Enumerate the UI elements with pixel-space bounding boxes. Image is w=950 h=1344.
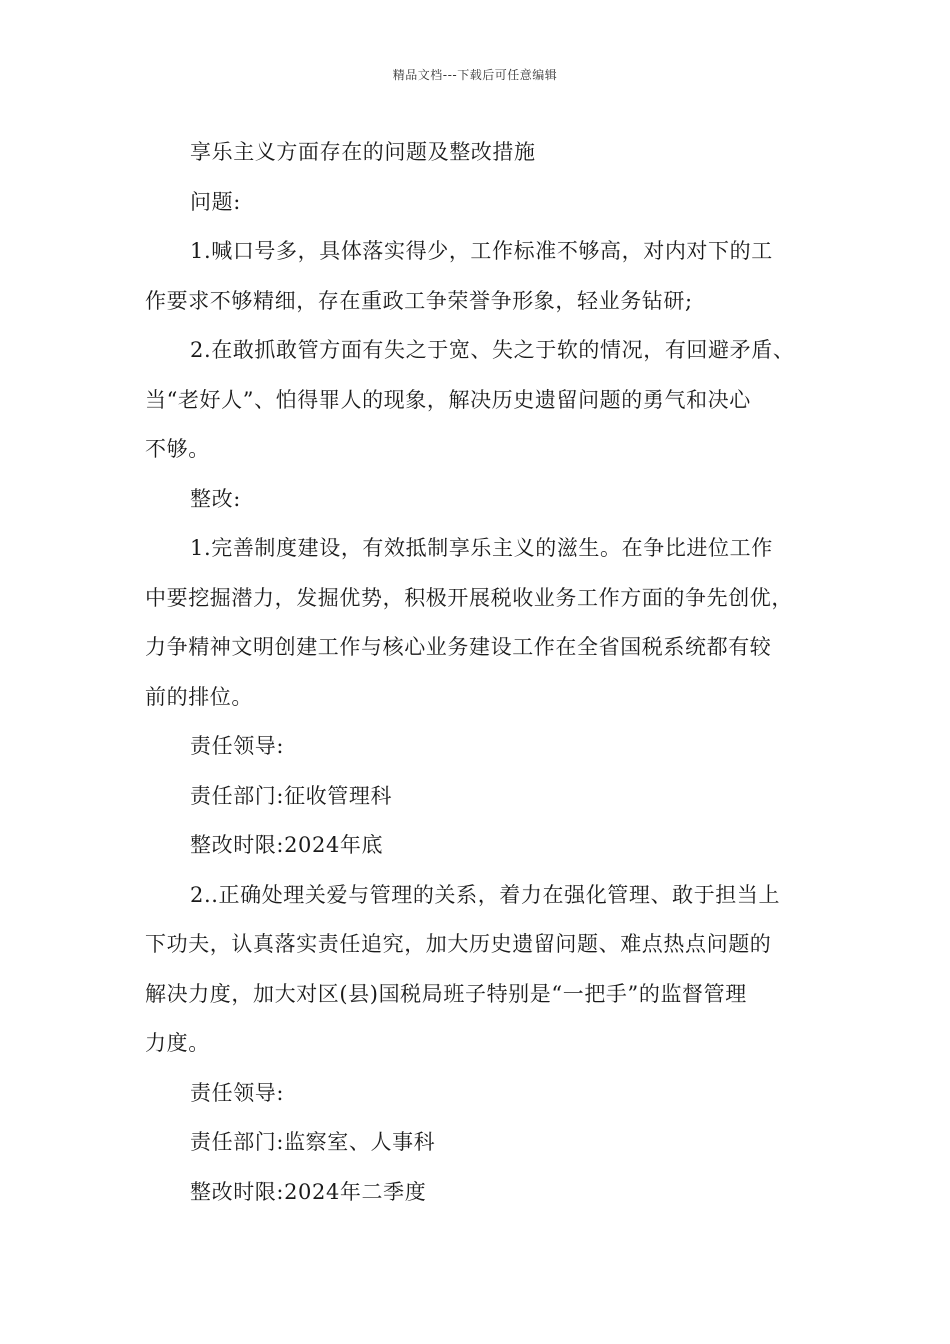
problem-1-line-1: 1.喊口号多，具体落实得少，工作标准不够高，对内对下的工 [190,239,773,263]
measure-2-line-2: 下功夫，认真落实责任追究，加大历史遗留问题、难点热点问题的 [145,932,772,956]
measure-2 [145,871,810,1218]
measure-1 [145,524,810,871]
problem-1-line-2: 作要求不够精细，存在重政工争荣誉争形象，轻业务钻研; [145,288,693,313]
problems-heading: 问题: [190,189,241,214]
measure-2-line-3: 解决力度，加大对区(县)国税局班子特别是“一把手”的监督管理 [145,981,747,1006]
document-body [145,128,810,1217]
problem-2 [145,326,810,475]
measure-2-line-4: 力度。 [145,1031,210,1055]
problem-2-line-3: 不够。 [145,437,210,461]
measure-2-line-1: 2..正确处理关爱与管理的关系，着力在强化管理、敢于担当上 [190,882,781,907]
measure-1-line-1: 1.完善制度建设，有效抵制享乐主义的滋生。在争比进位工作 [190,536,773,560]
measure-1-department: 责任部门:征收管理科 [190,783,393,808]
problem-1 [145,227,810,326]
measure-2-department: 责任部门:监察室、人事科 [190,1130,436,1154]
rectify-heading: 整改: [190,486,241,511]
measure-1-line-4: 前的排位。 [145,684,253,709]
measure-1-line-3: 力争精神文明创建工作与核心业务建设工作在全省国税系统都有较 [145,635,772,659]
problem-2-line-1: 2.在敢抓敢管方面有失之于宽、失之于软的情况，有回避矛盾、 [190,338,795,362]
header-note: 精品文档---下载后可任意编辑 [392,68,558,82]
measure-2-deadline: 整改时限:2024年二季度 [190,1179,427,1204]
problem-2-line-2: 当“老好人”、怕得罪人的现象，解决历史遗留问题的勇气和决心 [145,387,751,412]
measure-1-leader: 责任领导: [190,734,285,758]
measure-2-leader: 责任领导: [190,1080,285,1105]
measure-1-deadline: 整改时限:2024年底 [190,833,384,857]
measure-1-line-2: 中要挖掘潜力，发掘优势，积极开展税收业务工作方面的争先创优， [145,585,793,610]
document-title: 享乐主义方面存在的问题及整改措施 [190,140,536,164]
